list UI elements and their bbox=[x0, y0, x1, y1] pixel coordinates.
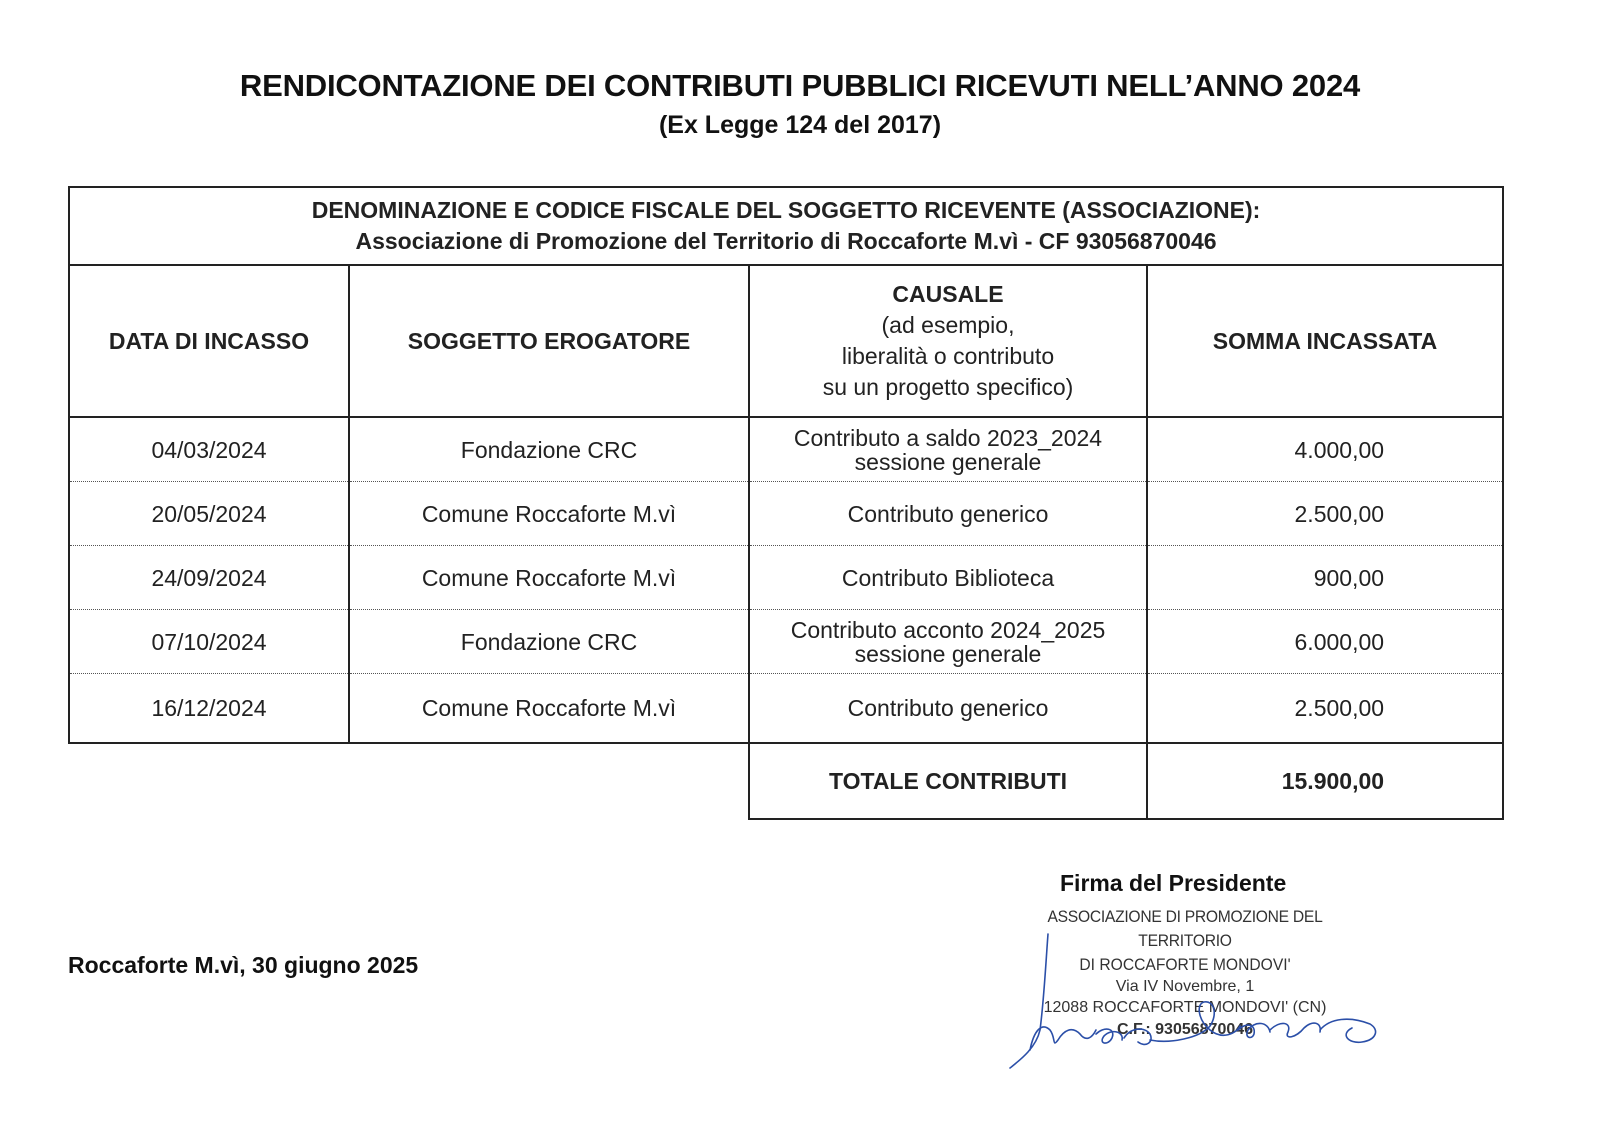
recipient-row bbox=[69, 187, 1503, 265]
recipient-cell bbox=[69, 187, 1503, 265]
stamp-line-3: Via IV Novembre, 1 bbox=[1115, 978, 1255, 995]
cell-amount: 2.500,00 bbox=[1147, 482, 1503, 546]
cell-donor: Comune Roccaforte M.vì bbox=[349, 482, 749, 546]
cell-date: 07/10/2024 bbox=[69, 610, 349, 674]
cell-causale: Contributo generico bbox=[749, 482, 1147, 546]
causale-sub-1: (ad esempio, bbox=[881, 312, 1015, 338]
causale-sub-2: liberalità o contributo bbox=[841, 343, 1055, 369]
cell-date: 04/03/2024 bbox=[69, 417, 349, 482]
cell-date: 20/05/2024 bbox=[69, 482, 349, 546]
causale-line-1: Contributo a saldo 2023_2024 bbox=[793, 424, 1103, 451]
handwritten-signature bbox=[1000, 930, 1390, 1070]
table-row bbox=[69, 482, 1503, 546]
causale-line-1: Contributo acconto 2024_2025 bbox=[790, 616, 1106, 643]
col-header-date: DATA DI INCASSO bbox=[69, 265, 349, 417]
table-row bbox=[69, 674, 1503, 744]
header-row bbox=[69, 265, 1503, 417]
col-header-donor: SOGGETTO EROGATORE bbox=[349, 265, 749, 417]
cell-amount: 6.000,00 bbox=[1147, 610, 1503, 674]
cell-donor: Comune Roccaforte M.vì bbox=[349, 546, 749, 610]
causale-title: CAUSALE bbox=[892, 281, 1004, 307]
cell-amount: 4.000,00 bbox=[1147, 417, 1503, 482]
cell-donor: Fondazione CRC bbox=[349, 610, 749, 674]
table-row bbox=[69, 417, 1503, 482]
causale-line-2: sessione generale bbox=[854, 640, 1042, 667]
cell-date: 24/09/2024 bbox=[69, 546, 349, 610]
contributions-table bbox=[68, 186, 1504, 820]
cell-amount: 900,00 bbox=[1147, 546, 1503, 610]
stamp-line-5: C.F.: 93056870046 bbox=[1116, 1021, 1254, 1038]
col-header-causale bbox=[749, 265, 1147, 417]
table-row bbox=[69, 610, 1503, 674]
causale-line-2: sessione generale bbox=[854, 448, 1042, 475]
cell-causale bbox=[749, 417, 1147, 482]
stamp-line-2: DI ROCCAFORTE MONDOVI' bbox=[1079, 955, 1291, 974]
place-date: Roccaforte M.vì, 30 giugno 2025 bbox=[68, 952, 419, 978]
recipient-label: DENOMINAZIONE E CODICE FISCALE DEL SOGGETTO RICEVENTE (ASSOCIAZIONE): bbox=[311, 197, 1261, 223]
cell-amount: 2.500,00 bbox=[1147, 674, 1503, 744]
causale-sub-3: su un progetto specifico) bbox=[822, 374, 1074, 400]
cell-donor: Fondazione CRC bbox=[349, 417, 749, 482]
stamp-line-4: 12088 ROCCAFORTE MONDOVI' (CN) bbox=[1043, 999, 1327, 1016]
table-row bbox=[69, 546, 1503, 610]
stamp-line-1: ASSOCIAZIONE DI PROMOZIONE DEL TERRITORIO bbox=[1047, 907, 1323, 950]
total-row bbox=[69, 743, 1503, 819]
cell-causale bbox=[749, 610, 1147, 674]
total-label: TOTALE CONTRIBUTI bbox=[749, 743, 1147, 819]
cell-donor: Comune Roccaforte M.vì bbox=[349, 674, 749, 744]
document-subtitle: (Ex Legge 124 del 2017) bbox=[658, 111, 942, 139]
total-amount: 15.900,00 bbox=[1147, 743, 1503, 819]
document-title: RENDICONTAZIONE DEI CONTRIBUTI PUBBLICI RICEVUTI NELL’ANNO 2024 bbox=[239, 68, 1361, 103]
blank-cell bbox=[69, 743, 749, 819]
col-header-amount: SOMMA INCASSATA bbox=[1147, 265, 1503, 417]
cell-date: 16/12/2024 bbox=[69, 674, 349, 744]
recipient-name: Associazione di Promozione del Territorio di Roccaforte M.vì - CF 93056870046 bbox=[355, 228, 1217, 254]
cell-causale: Contributo Biblioteca bbox=[749, 546, 1147, 610]
cell-causale: Contributo generico bbox=[749, 674, 1147, 744]
signature-label: Firma del Presidente bbox=[1060, 870, 1287, 896]
